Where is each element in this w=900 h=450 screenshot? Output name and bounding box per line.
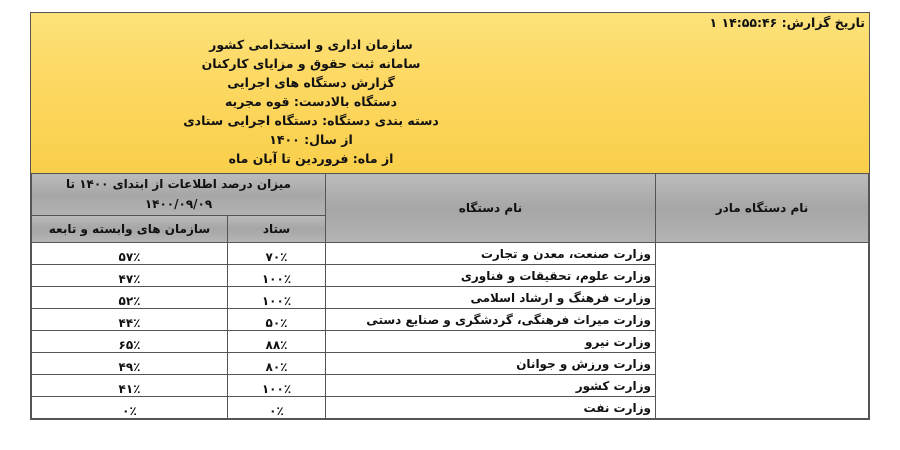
col-name: نام دستگاه — [326, 174, 656, 243]
name-cell: وزارت ورزش و جوانان — [326, 353, 656, 375]
col-affiliated: سازمان های وابسته و تابعه — [32, 215, 228, 242]
col-hq: ستاد — [228, 215, 326, 242]
category: دسته بندی دستگاه: دستگاه اجرایی ستادی — [183, 113, 439, 128]
hq-cell: ۱۰۰٪ — [228, 375, 326, 397]
devices-table — [31, 173, 869, 419]
hq-cell: ۸۰٪ — [228, 353, 326, 375]
name-cell: وزارت نیرو — [326, 331, 656, 353]
month-range: از ماه: فروردین تا آبان ماه — [228, 151, 394, 166]
affiliated-cell: ۴۱٪ — [32, 375, 228, 397]
affiliated-cell: ۶۵٪ — [32, 331, 228, 353]
hq-cell: ۰٪ — [228, 397, 326, 419]
hq-cell: ۱۰۰٪ — [228, 265, 326, 287]
affiliated-cell: ۴۹٪ — [32, 353, 228, 375]
hq-cell: ۸۸٪ — [228, 331, 326, 353]
affiliated-cell: ۴۷٪ — [32, 265, 228, 287]
affiliated-cell: ۴۴٪ — [32, 309, 228, 331]
affiliated-cell: ۰٪ — [32, 397, 228, 419]
report-title-lines — [31, 35, 591, 168]
name-cell: وزارت علوم، تحقیقات و فناوری — [326, 265, 656, 287]
name-cell: وزارت صنعت، معدن و تجارت — [326, 243, 656, 265]
hq-cell: ۷۰٪ — [228, 243, 326, 265]
report-title: گزارش دستگاه های اجرایی — [227, 75, 395, 90]
report — [30, 12, 870, 420]
name-cell: وزارت میراث فرهنگی، گردشگری و صنایع دستی — [326, 309, 656, 331]
name-cell: وزارت فرهنگ و ارشاد اسلامی — [326, 287, 656, 309]
system-name: سامانه ثبت حقوق و مزایای کارکنان — [201, 56, 421, 71]
hq-cell: ۱۰۰٪ — [228, 287, 326, 309]
parent-branch: دستگاه بالادست: قوه مجریه — [224, 94, 398, 109]
org-name: سازمان اداری و استخدامی کشور — [209, 37, 413, 52]
report-header — [31, 13, 869, 173]
affiliated-cell: ۵۷٪ — [32, 243, 228, 265]
year: از سال: ۱۴۰۰ — [269, 132, 353, 147]
table-row — [32, 243, 869, 265]
hq-cell: ۵۰٪ — [228, 309, 326, 331]
col-group: میزان درصد اطلاعات از ابتدای ۱۴۰۰ تا ۱۴۰۰/۰۹/۰۹ — [32, 174, 326, 216]
col-parent: نام دستگاه مادر — [656, 174, 869, 243]
name-cell: وزارت کشور — [326, 375, 656, 397]
name-cell: وزارت نفت — [326, 397, 656, 419]
report-date: تاریخ گزارش: ۱۴:۵۵:۴۶ ۱ — [709, 15, 865, 30]
affiliated-cell: ۵۲٪ — [32, 287, 228, 309]
parent-cell — [656, 243, 869, 419]
